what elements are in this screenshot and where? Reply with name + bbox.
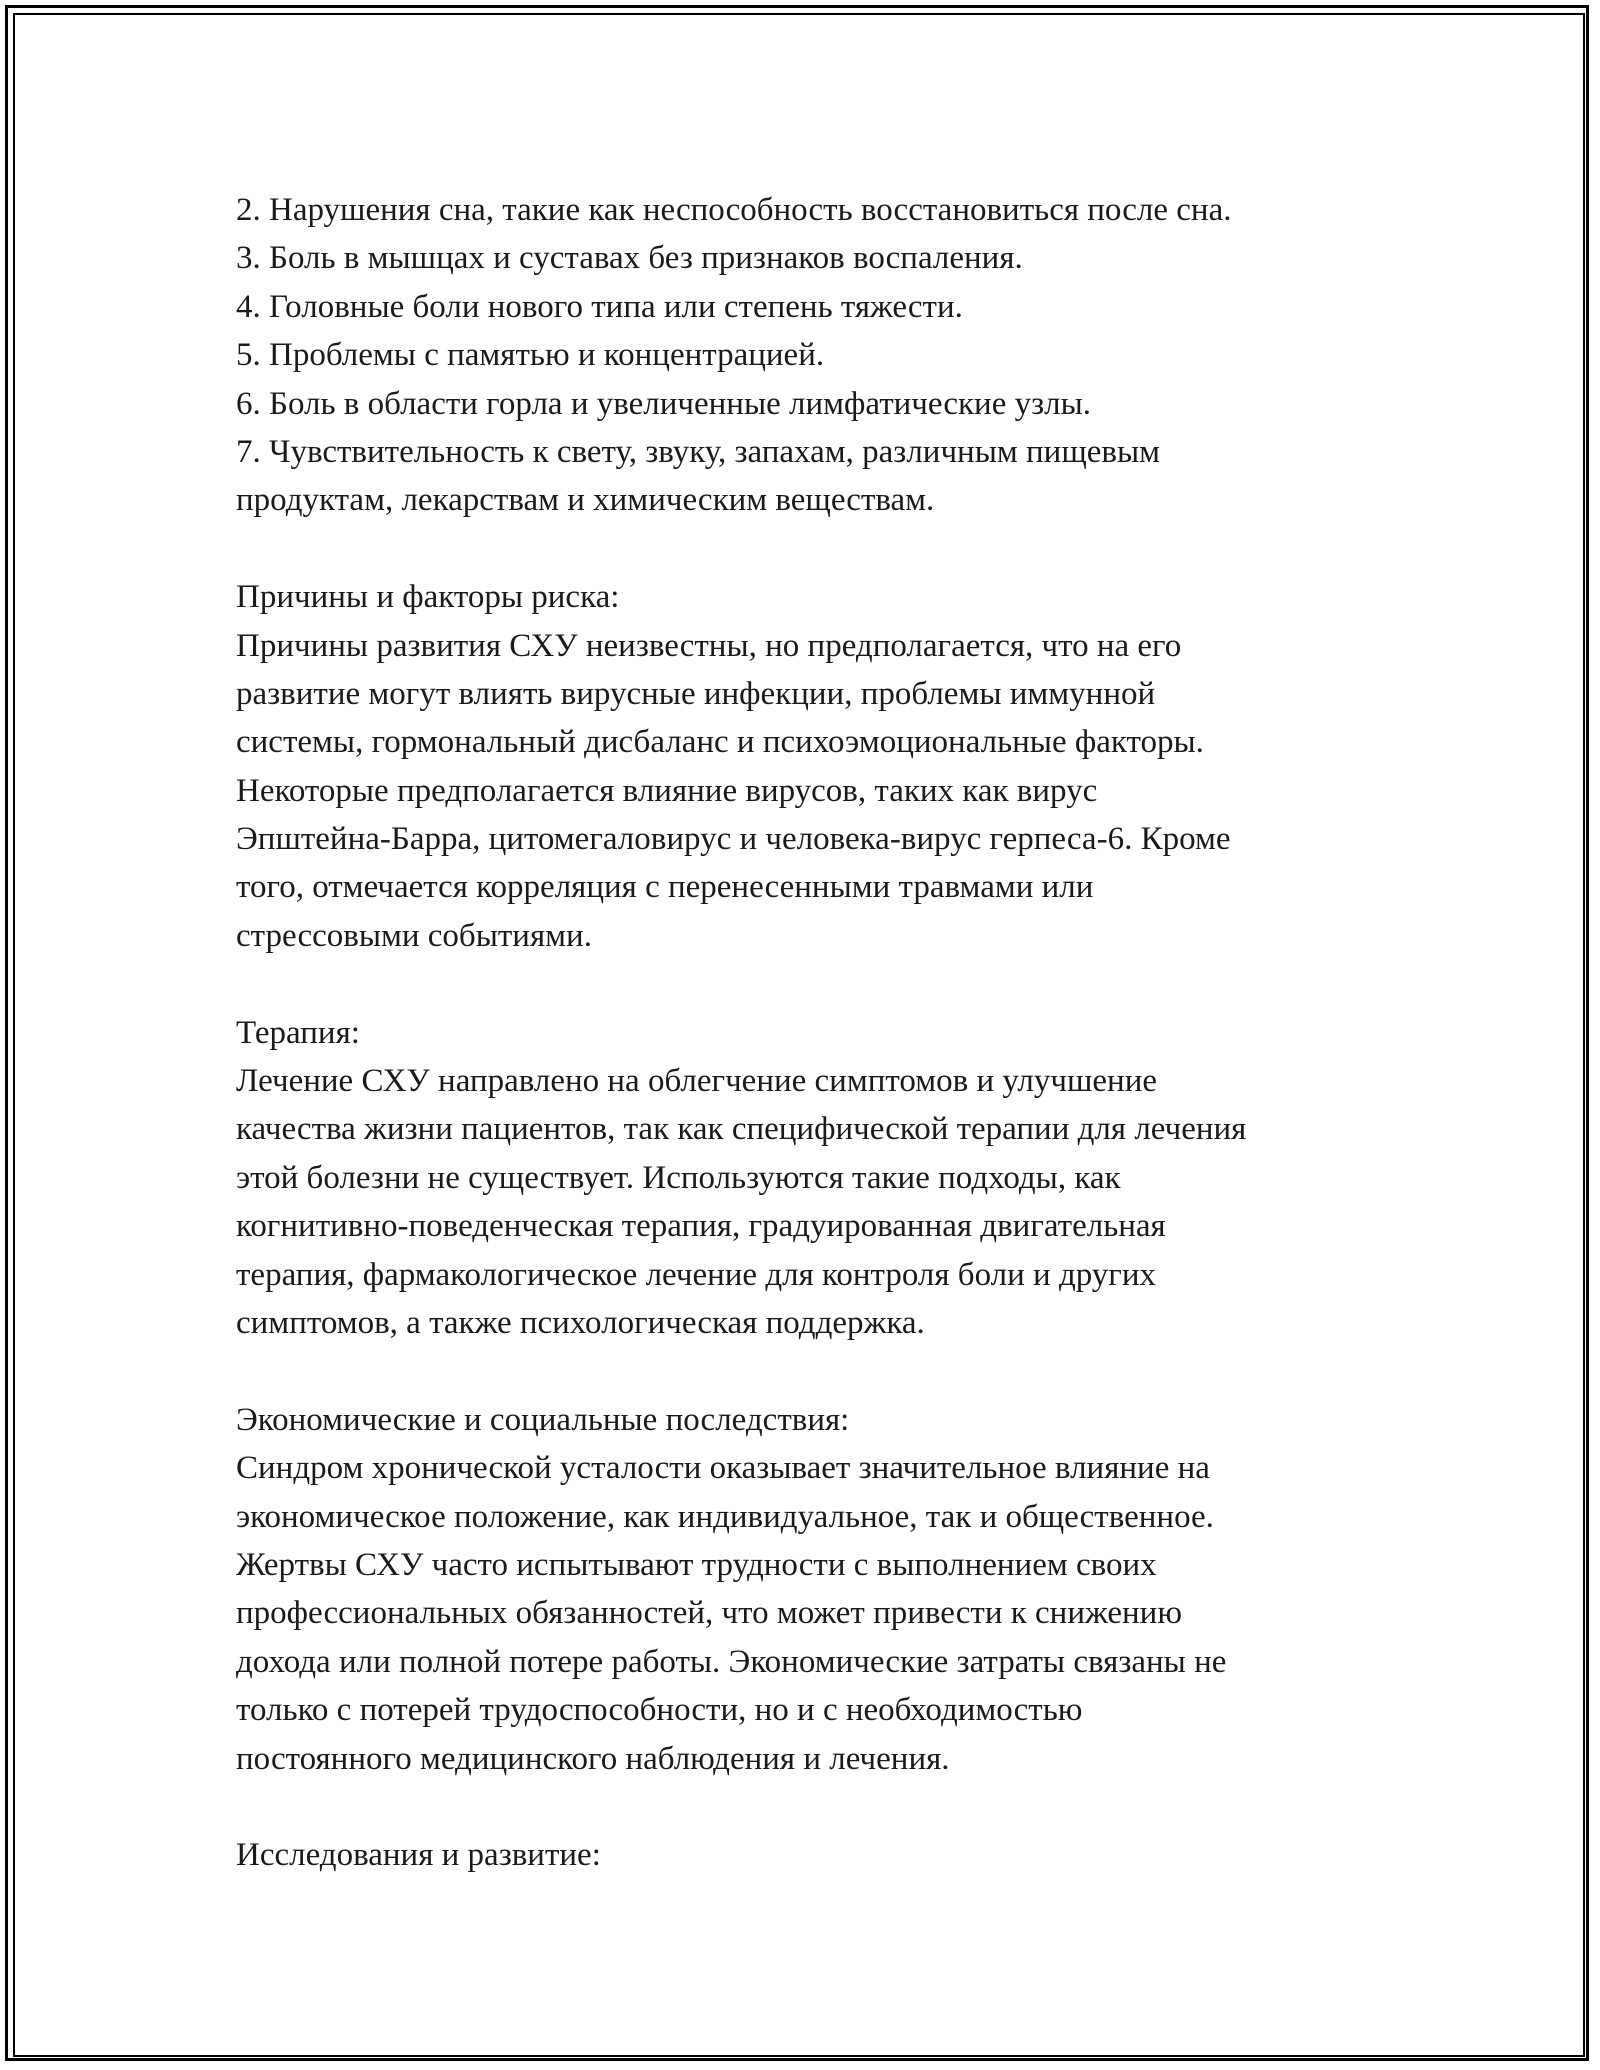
text-line: 6. Боль в области горла и увеличенные лимфатические узлы. [236,385,1092,422]
text-line: 7. Чувствительность к свету, звуку, запахам, различным пищевым [236,433,1161,470]
text-line: этой болезни не существует. Используются такие подходы, как [236,1159,1121,1196]
text-line: дохода или полной потере работы. Экономические затраты связаны не [236,1643,1227,1680]
section-heading: Исследования и развитие: [236,1837,601,1874]
section-heading: Экономические и социальные последствия: [236,1401,850,1438]
text-line: того, отмечается корреляция с перенесенными травмами или [236,869,1094,906]
text-line: Причины развития СХУ неизвестны, но предполагается, что на его [236,627,1182,664]
text-line: 3. Боль в мышцах и суставах без признаков воспаления. [236,240,1023,277]
text-line: 5. Проблемы с памятью и концентрацией. [236,337,825,374]
text-line: постоянного медицинского наблюдения и лечения. [236,1740,950,1777]
blank-line [236,525,1396,573]
section-heading: Терапия: [236,1014,360,1051]
text-line: Жертвы СХУ часто испытывают трудности с выполнением своих [236,1546,1157,1583]
text-line: Эпштейна-Барра, цитомегаловирус и человека-вирус герпеса-6. Кроме [236,821,1231,858]
text-line: продуктам, лекарствам и химическим веществам. [236,482,935,519]
text-line: только с потерей трудоспособности, но и с необходимостью [236,1692,1083,1729]
text-line: экономическое положение, как индивидуальное, так и общественное. [236,1498,1214,1535]
blank-line [236,1347,1396,1395]
document-body [236,186,1396,1880]
text-line: профессиональных обязанностей, что может привести к снижению [236,1595,1182,1632]
text-line: терапия, фармакологическое лечение для контроля боли и других [236,1256,1157,1293]
text-line: 4. Головные боли нового типа или степень тяжести. [236,288,963,325]
text-line: качества жизни пациентов, так как специфической терапии для лечения [236,1111,1247,1148]
section-heading: Причины и факторы риска: [236,579,620,616]
text-line: 2. Нарушения сна, такие как неспособность восстановиться после сна. [236,192,1232,228]
text-line: системы, гормональный дисбаланс и психоэмоциональные факторы. [236,724,1204,761]
text-line: Некоторые предполагается влияние вирусов, таких как вирус [236,772,1098,809]
blank-line [236,1783,1396,1831]
text-line: когнитивно-поведенческая терапия, градуированная двигательная [236,1208,1166,1245]
text-line: стрессовыми событиями. [236,917,592,954]
text-line: Синдром хронической усталости оказывает значительное влияние на [236,1450,1210,1487]
blank-line [236,960,1396,1008]
text-line: симптомов, а также психологическая поддержка. [236,1304,925,1341]
text-line: Лечение СХУ направлено на облегчение симптомов и улучшение [236,1063,1158,1100]
text-line: развитие могут влиять вирусные инфекции, проблемы иммунной [236,675,1156,712]
